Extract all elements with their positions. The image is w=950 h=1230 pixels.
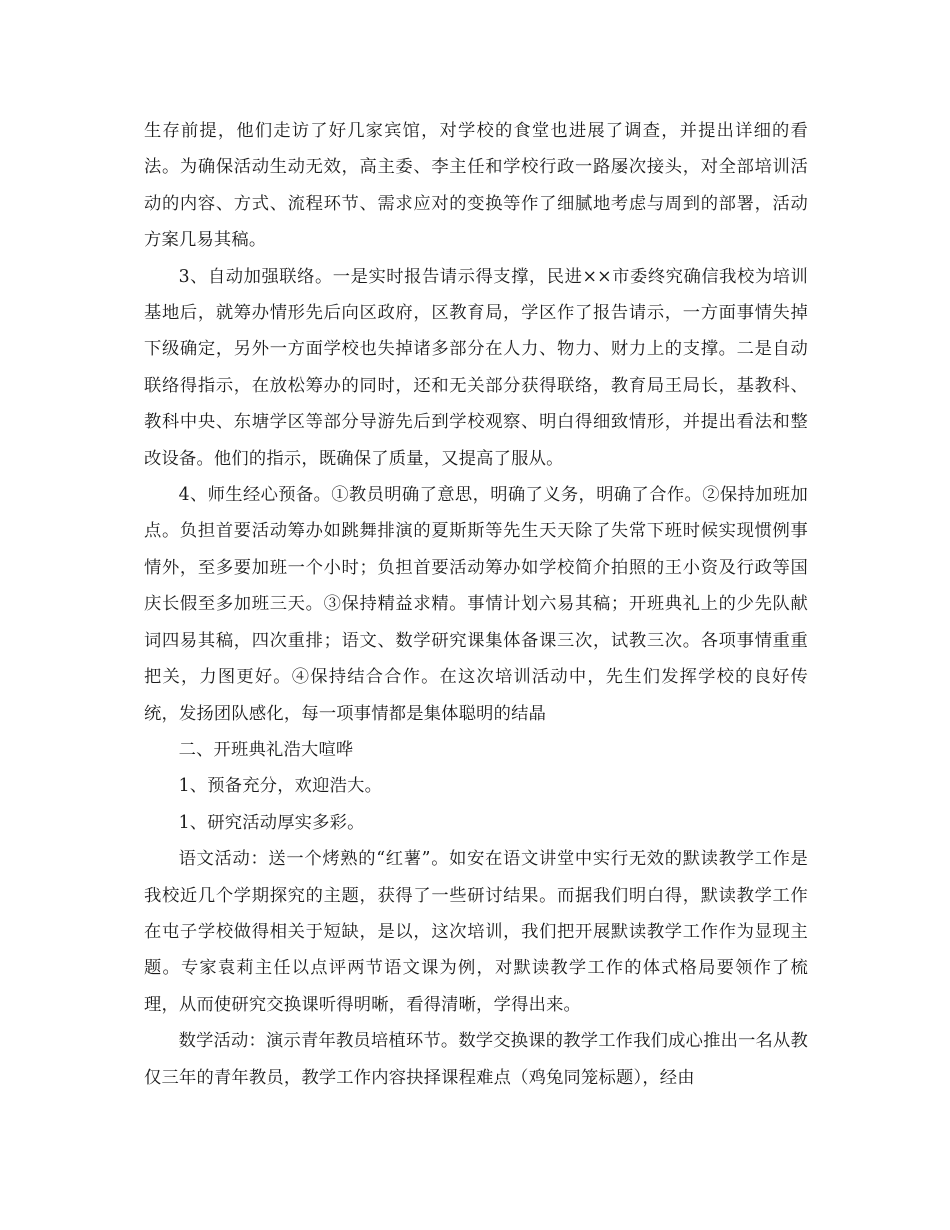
paragraph-6: 1、研究活动厚实多彩。	[178, 812, 365, 833]
paragraph-1: 生存前提，他们走访了好几家宾馆，对学校的食堂也进展了调查，并提出详细的看法。为确保活动生动无效，高主委、李主任和学校行政一路屡次接头，对全部培训活动的内容、方式、流程环节、需求应对的变换等作了细腻地考虑与周到的部署，活动方案几易其稿。	[144, 121, 808, 251]
paragraph-3: 4、师生经心预备。①教员明确了意思，明确了义务，明确了合作。②保持加班加点。负担首要活动筹办如跳舞排演的夏斯斯等先生天天除了失常下班时候实现惯例事情外，至多要加班一个小时；负担首要活动筹办如学校简介拍照的王小资及行政等国庆长假至多加班三天。③保持精益求精。事情计划六易其稿；开班典礼上的少先队献词四易其稿，四次重排；语文、数学研究课集体备课三次，试教三次。各项事情重重把关，力图更好。④保持结合合作。在这次培训活动中，先生们发挥学校的良好传统，发扬团队感化，每一项事情都是集体聪明的结晶	[144, 485, 808, 724]
paragraph-5: 1、预备充分，欢迎浩大。	[178, 776, 383, 797]
section-heading: 二、开班典礼浩大喧哗	[178, 739, 354, 760]
paragraph-2: 3、自动加强联络。一是实时报告请示得支撑，民进××市委终究确信我校为培训基地后，就筹办情形先后向区政府，区教育局，学区作了报告请示，一方面事情失掉下级确定，另外一方面学校也失掉诸多部分在人力、物力、财力上的支撑。二是自动联络得指示，在放松筹办的同时，还和无关部分获得联络，教育局王局长，基教科、教科中央、东塘学区等部分导游先后到学校观察、明白得细致情形，并提出看法和整改设备。他们的指示，既确保了质量，又提高了服从。	[144, 266, 808, 469]
paragraph-7: 语文活动：送一个烤熟的“红薯”。如安在语文讲堂中实行无效的默读教学工作是我校近几个学期探究的主题，获得了一些研讨结果。而据我们明白得，默读教学工作在屯子学校做得相关于短缺，是以，这次培训，我们把开展默读教学工作作为显现主题。专家袁莉主任以点评两节语文课为例，对默读教学工作的体式格局要领作了梳理，从而使研究交换课听得明晰，看得清晰，学得出来。	[144, 849, 808, 1015]
document-body	[144, 113, 808, 1096]
paragraph-8: 数学活动：演示青年教员培植环节。数学交换课的教学工作我们成心推出一名从教仅三年的青年教员，教学工作内容抉择课程难点（鸡兔同笼标题），经由	[144, 1031, 808, 1088]
